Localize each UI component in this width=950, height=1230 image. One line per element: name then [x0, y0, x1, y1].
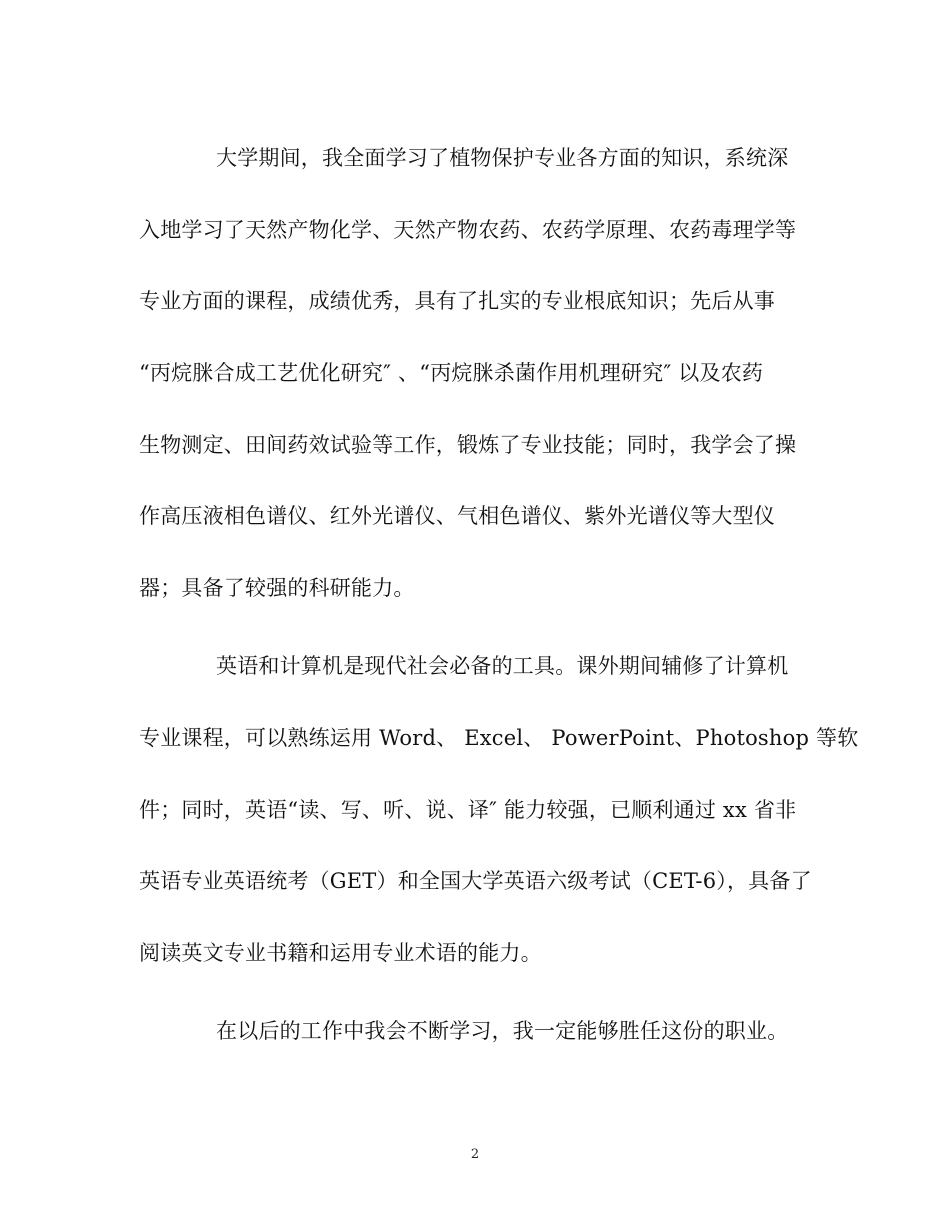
paragraph-1-line-1: 大学期间，我全面学习了植物保护专业各方面的知识，系统深: [216, 146, 789, 170]
paragraph-1-line-6: 作高压液相色谱仪、红外光谱仪、气相色谱仪、紫外光谱仪等大型仪: [139, 504, 775, 528]
paragraph-2-line-4: 英语专业英语统考（GET）和全国大学英语六级考试（CET-6），具备了: [139, 869, 812, 893]
paragraph-2-line-1: 英语和计算机是现代社会必备的工具。课外期间辅修了计算机: [216, 654, 789, 678]
paragraph-2-line-5: 阅读英文专业书籍和运用专业术语的能力。: [139, 941, 542, 965]
paragraph-3-line-1: 在以后的工作中我会不断学习，我一定能够胜任这份的职业。: [216, 1019, 789, 1043]
paragraph-1-line-7: 器；具备了较强的科研能力。: [139, 576, 415, 600]
paragraph-2-line-2: 专业课程，可以熟练运用 Word、 Excel、 PowerPoint、Photoshop 等软: [139, 726, 859, 750]
paragraph-1-line-3: 专业方面的课程，成绩优秀，具有了扎实的专业根底知识；先后从事: [139, 289, 775, 313]
paragraph-1-line-2: 入地学习了天然产物化学、天然产物农药、农药学原理、农药毒理学等: [139, 218, 797, 242]
page-number: 2: [470, 1147, 480, 1162]
paragraph-1-line-5: 生物测定、田间药效试验等工作，锻炼了专业技能；同时，我学会了操: [139, 433, 797, 457]
paragraph-2-line-3: 件；同时，英语“读、写、听、说、译″ 能力较强，已顺利通过 xx 省非: [139, 798, 797, 822]
paragraph-1-line-4: “丙烷脒合成工艺优化研究″ 、“丙烷脒杀菌作用机理研究″ 以及农药: [139, 361, 764, 385]
